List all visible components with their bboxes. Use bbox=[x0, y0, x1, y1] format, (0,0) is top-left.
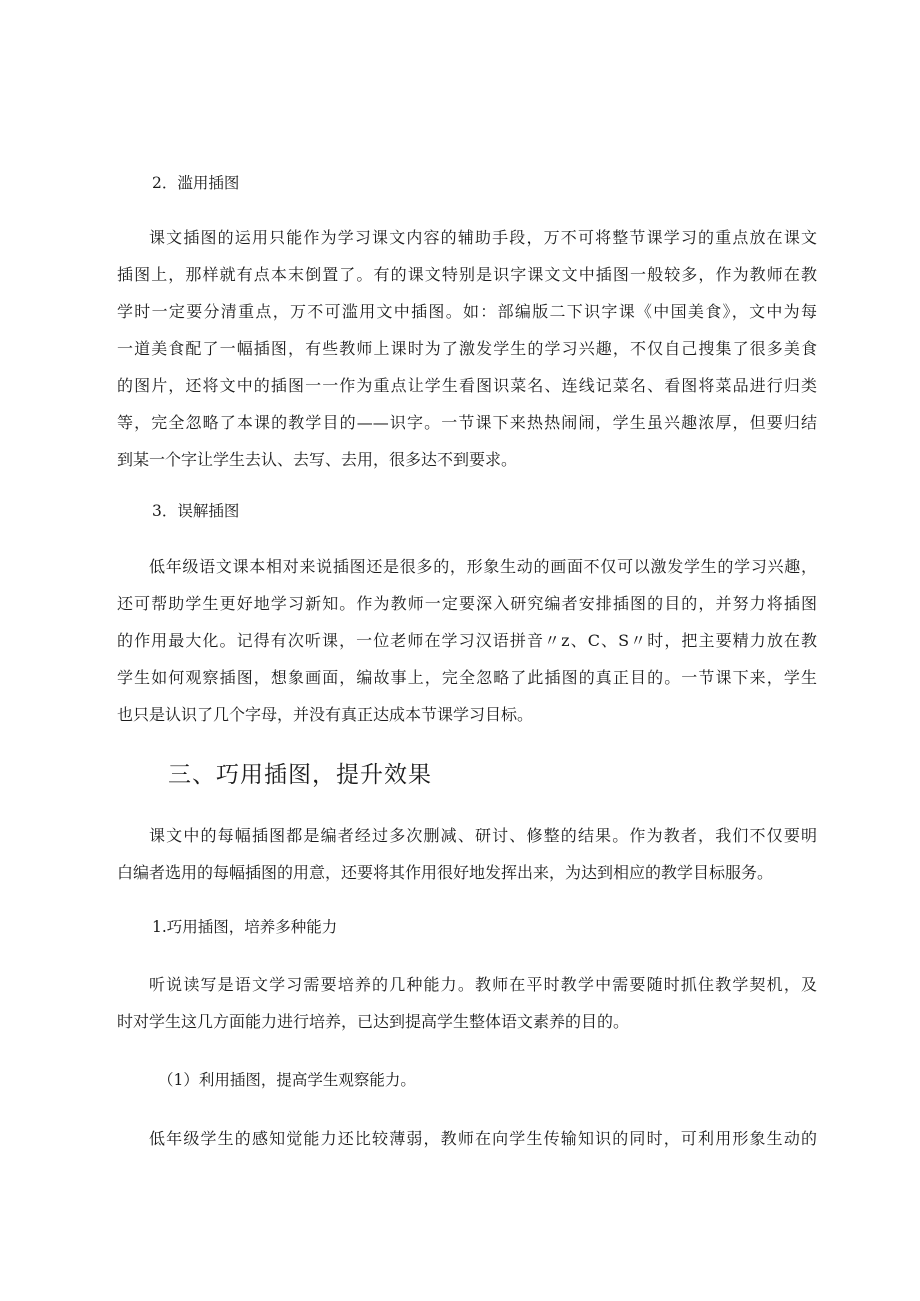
paragraph-intro bbox=[117, 817, 817, 891]
paragraph-line: 的作用最大化。记得有次听课，一位老师在学习汉语拼音〃z、C、S〃时，把主要精力放在教 bbox=[117, 631, 817, 650]
paragraph-line: 白编者选用的每幅插图的用意，还要将其作用很好地发挥出来，为达到相应的教学目标服务。 bbox=[117, 863, 774, 882]
paragraph-observation bbox=[117, 1120, 817, 1157]
paragraph-line: 时对学生这几方面能力进行培养，已达到提高学生整体语文素养的目的。 bbox=[117, 1012, 630, 1031]
paragraph-abilities bbox=[117, 966, 817, 1040]
chapter-heading: 三、巧用插图，提升效果 bbox=[168, 762, 432, 788]
section-heading-misunderstand: 3．误解插图 bbox=[152, 502, 240, 520]
paragraph-line: 低年级语文课本相对来说插图还是很多的，形象生动的画面不仅可以激发学生的学习兴趣， bbox=[149, 557, 817, 576]
paragraph-line: 听说读写是语文学习需要培养的几种能力。教师在平时教学中需要随时抓住教学契机，及 bbox=[149, 975, 817, 994]
paragraph-line: 插图上，那样就有点本末倒置了。有的课文特别是识字课文文中插图一般较多，作为教师在教 bbox=[117, 265, 817, 284]
paragraph-line: 学生如何观察插图，想象画面，编故事上，完全忽略了此插图的真正目的。一节课下来，学生 bbox=[117, 668, 817, 687]
paragraph-line: 的图片，还将文中的插图一一作为重点让学生看图识菜名、连线记菜名、看图将菜品进行归类 bbox=[117, 376, 817, 395]
subsection-heading-observation: （1）利用插图，提高学生观察能力。 bbox=[158, 1071, 416, 1089]
paragraph-line: 也只是认识了几个字母，并没有真正达成本节课学习目标。 bbox=[117, 705, 534, 724]
paragraph-line: 学时一定要分清重点，万不可滥用文中插图。如：部编版二下识字课《中国美食》，文中为每 bbox=[117, 302, 817, 321]
paragraph-line: 还可帮助学生更好地学习新知。作为教师一定要深入研究编者安排插图的目的，并努力将插图 bbox=[117, 594, 817, 613]
paragraph-line: 等，完全忽略了本课的教学目的——识字。一节课下来热热闹闹，学生虽兴趣浓厚，但要归结 bbox=[117, 413, 817, 432]
paragraph-line: 到某一个字让学生去认、去写、去用，很多达不到要求。 bbox=[117, 450, 518, 469]
paragraph-line: 一道美食配了一幅插图，有些教师上课时为了激发学生的学习兴趣，不仅自己搜集了很多美食 bbox=[117, 339, 817, 358]
paragraph-line: 低年级学生的感知觉能力还比较薄弱，教师在向学生传输知识的同时，可利用形象生动的 bbox=[149, 1129, 817, 1148]
paragraph-misunderstand bbox=[117, 548, 817, 733]
section-heading-misuse: 2．滥用插图 bbox=[152, 174, 240, 192]
subsection-heading-abilities: 1.巧用插图，培养多种能力 bbox=[152, 918, 338, 936]
paragraph-line: 课文中的每幅插图都是编者经过多次删减、研讨、修整的结果。作为教者，我们不仅要明 bbox=[149, 826, 817, 845]
paragraph-misuse bbox=[117, 219, 817, 478]
paragraph-line: 课文插图的运用只能作为学习课文内容的辅助手段，万不可将整节课学习的重点放在课文 bbox=[149, 228, 817, 247]
